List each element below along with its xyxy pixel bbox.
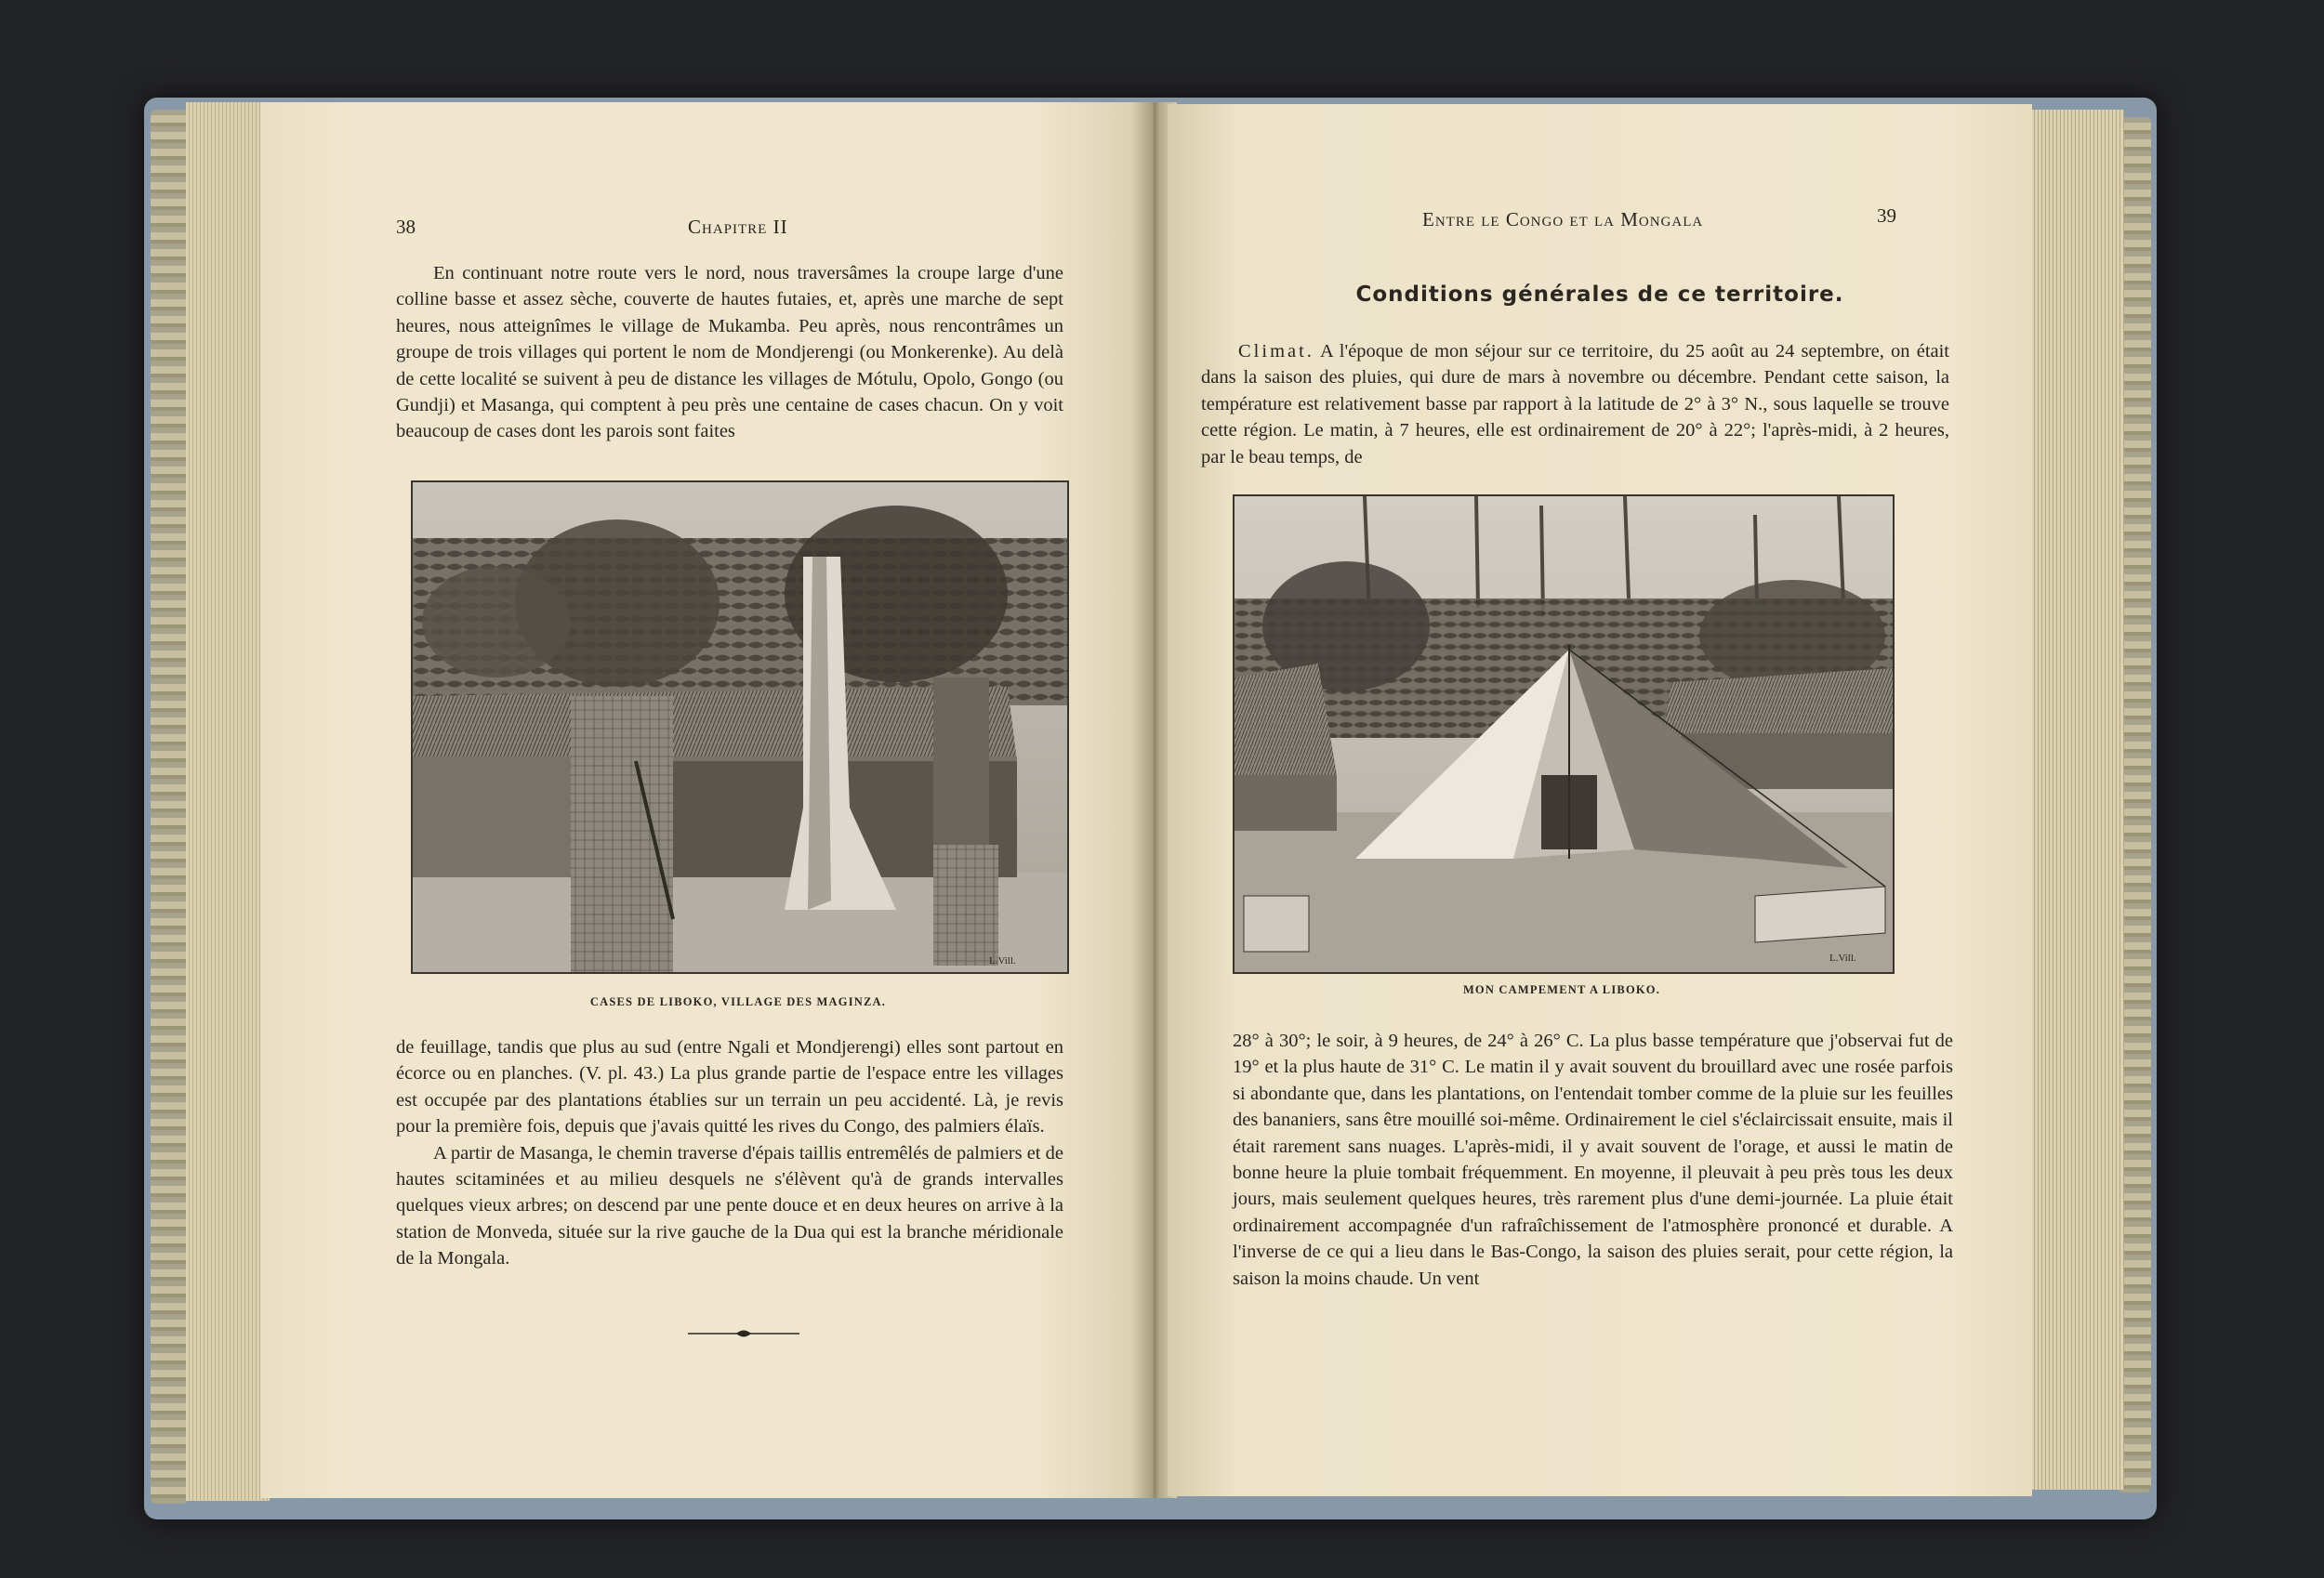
section-title: Conditions générales de ce territoire. bbox=[1355, 283, 1844, 307]
figure-mon-campement bbox=[1233, 494, 1895, 974]
cover-edge-left bbox=[151, 110, 188, 1504]
left-paragraph-3: A partir de Masanga, le chemin traverse d'épais taillis entremêlés de palmiers et de hautes scitaminées et au milieu desquels ne s'élèvent qu'à de grands intervalles quelques vieux arbres; on descend par une pente douce et en deux heures on arrive à la station de Monveda, située sur la rive gauche de la Dua qui est la branche méridionale de la Mongala. bbox=[396, 1142, 1063, 1269]
fleuron-ornament bbox=[688, 1327, 799, 1340]
climat-lead: Climat. bbox=[1238, 341, 1314, 362]
engraving-village-huts bbox=[413, 482, 1067, 972]
right-figure-signature: L.Vill. bbox=[1829, 953, 1856, 964]
left-paragraph-2: de feuillage, tandis que plus au sud (entre Ngali et Mondjerengi) elles sont partout en écorce ou en planches. (V. pl. 43.) La plus grande partie de l'espace entre les villages est occupée par des plantations établies sur un terrain un peu accidenté. Là, je revis pour la première fois, depuis que j'avais quitté les rives du Congo, des palmiers élaïs. bbox=[396, 1037, 1063, 1137]
left-page-number: 38 bbox=[396, 216, 416, 238]
right-paragraph-1-body: A l'époque de mon séjour sur ce territoire, du 25 août au 24 septembre, on était dans la saison des pluies, qui dure de mars à novembre ou décembre. Pendant cette saison, la température est relativement basse par rapport à la latitude de 2° à 3° N., sous laquelle se trouve cette région. Le matin, à 7 heures, elle est ordinairement de 20° à 22°; l'après-midi, à 2 heures, par le beau temps, de bbox=[1201, 341, 1949, 467]
left-text-block-1 bbox=[396, 260, 1063, 445]
page-stack-left bbox=[186, 102, 270, 1501]
figure-cases-de-liboko bbox=[411, 480, 1069, 974]
left-figure-caption: CASES DE LIBOKO, VILLAGE DES MAGINZA. bbox=[589, 995, 887, 1008]
left-running-head: Chapitre II bbox=[688, 216, 788, 238]
left-page bbox=[260, 102, 1142, 1498]
left-paragraph-1: En continuant notre route vers le nord, nous traversâmes la croupe large d'une colline basse et assez sèche, couverte de hautes futaies, et, après une marche de sept heures, nous atteignîmes le village de Mukamba. Peu après, nous rencontrâmes un groupe de trois villages qui portent le nom de Mondjerengi (ou Monkerenke). Au delà de cette localité se suivent à peu de distance les villages de Mótulu, Opolo, Gongo (ou Gundji) et Masanga, qui comptent à peu près une centaine de cases chacun. On y voit beaucoup de cases dont les parois sont faites bbox=[396, 263, 1063, 442]
right-text-block-2 bbox=[1233, 1028, 1953, 1292]
page-stack-right bbox=[2031, 110, 2124, 1490]
left-text-block-2 bbox=[396, 1034, 1063, 1272]
right-paragraph-1 bbox=[1201, 338, 1949, 470]
right-page-number: 39 bbox=[1877, 204, 1896, 227]
left-figure-signature: L.Vill. bbox=[989, 955, 1016, 967]
right-figure-caption: MON CAMPEMENT A LIBOKO. bbox=[1462, 983, 1661, 996]
right-paragraph-2: 28° à 30°; le soir, à 9 heures, de 24° à 26° C. La plus basse température que j'observai fut de 19° et la plus haute de 31° C. Le matin il y avait souvent du brouillard avec une rosée parfois si abondante que, dans les plantations, on l'entendait tomber comme de la pluie sur les feuilles des bananiers, sans être mouillé soi-même. Ordinairement le ciel s'éclaircissait ensuite, mais il était rarement sans nuages. L'après-midi, il y avait souvent de l'orage, et aussi le matin de bonne heure la pluie tombait fréquemment. En moyenne, il pleuvait à peu près tous les deux jours, mais seulement quelques heures, très rarement plus d'une demi-journée. La pluie était ordinairement accompagnée d'un rafraîchissement de l'atmosphère prononcé et durable. A l'inverse de ce qui a lieu dans le Bas-Congo, la saison des pluies serait, pour cette région, la saison la moins chaude. Un vent bbox=[1233, 1031, 1953, 1289]
right-text-block-1 bbox=[1201, 338, 1949, 470]
right-running-head: Entre le Congo et la Mongala bbox=[1422, 208, 1704, 230]
right-page bbox=[1168, 104, 2032, 1496]
engraving-tent-camp bbox=[1235, 496, 1893, 972]
